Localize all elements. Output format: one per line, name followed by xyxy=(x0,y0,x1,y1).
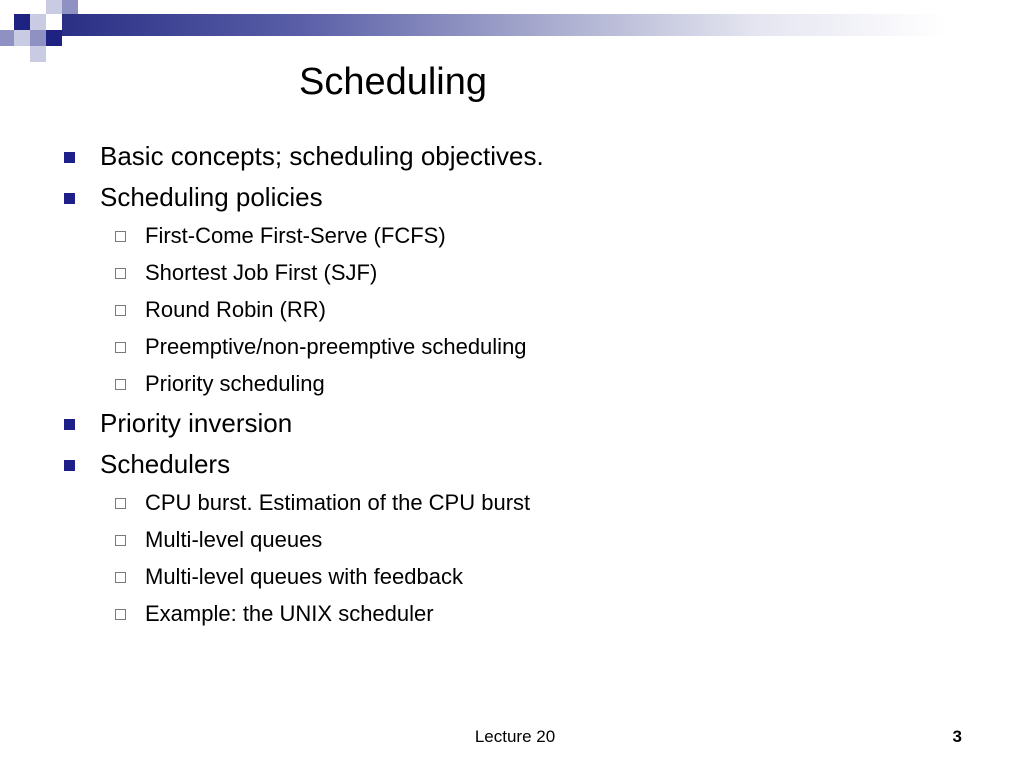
square-bullet-icon xyxy=(64,152,75,163)
mosaic-square xyxy=(62,0,78,14)
page-number: 3 xyxy=(952,727,962,746)
hollow-square-bullet-icon xyxy=(115,535,126,546)
outline-subitem: CPU burst. Estimation of the CPU burst xyxy=(145,490,531,515)
footer-lecture-label: Lecture 20 xyxy=(474,727,556,746)
outline-subitem: Round Robin (RR) xyxy=(145,297,326,322)
outline-item: Priority inversion xyxy=(100,408,293,438)
mosaic-square xyxy=(14,30,30,46)
mosaic-square xyxy=(14,14,30,30)
outline-subitem: First-Come First-Serve (FCFS) xyxy=(145,223,446,248)
hollow-square-bullet-icon xyxy=(115,231,126,242)
square-bullet-icon xyxy=(64,193,75,204)
outline-subitem: Multi-level queues xyxy=(145,527,323,552)
outline-item: Scheduling policies xyxy=(100,182,323,212)
mosaic-square xyxy=(46,0,62,14)
outline-subitem: Shortest Job First (SJF) xyxy=(145,260,378,285)
title-gradient-bar xyxy=(62,14,1024,36)
hollow-square-bullet-icon xyxy=(115,305,126,316)
mosaic-square xyxy=(30,14,46,30)
mosaic-square xyxy=(30,30,46,46)
outline-item: Schedulers xyxy=(100,449,231,479)
hollow-square-bullet-icon xyxy=(115,379,126,390)
square-bullet-icon xyxy=(64,460,75,471)
hollow-square-bullet-icon xyxy=(115,609,126,620)
hollow-square-bullet-icon xyxy=(115,268,126,279)
outline-subitem: Example: the UNIX scheduler xyxy=(145,601,434,626)
outline-subitem: Multi-level queues with feedback xyxy=(145,564,463,589)
hollow-square-bullet-icon xyxy=(115,572,126,583)
outline-subitem: Priority scheduling xyxy=(145,371,325,396)
outline-subitem: Preemptive/non-preemptive scheduling xyxy=(145,334,527,359)
mosaic-square xyxy=(0,30,14,46)
square-bullet-icon xyxy=(64,419,75,430)
mosaic-square xyxy=(46,30,62,46)
outline-item: Basic concepts; scheduling objectives. xyxy=(100,141,544,171)
hollow-square-bullet-icon xyxy=(115,342,126,353)
slide-title: Scheduling xyxy=(298,61,488,103)
hollow-square-bullet-icon xyxy=(115,498,126,509)
